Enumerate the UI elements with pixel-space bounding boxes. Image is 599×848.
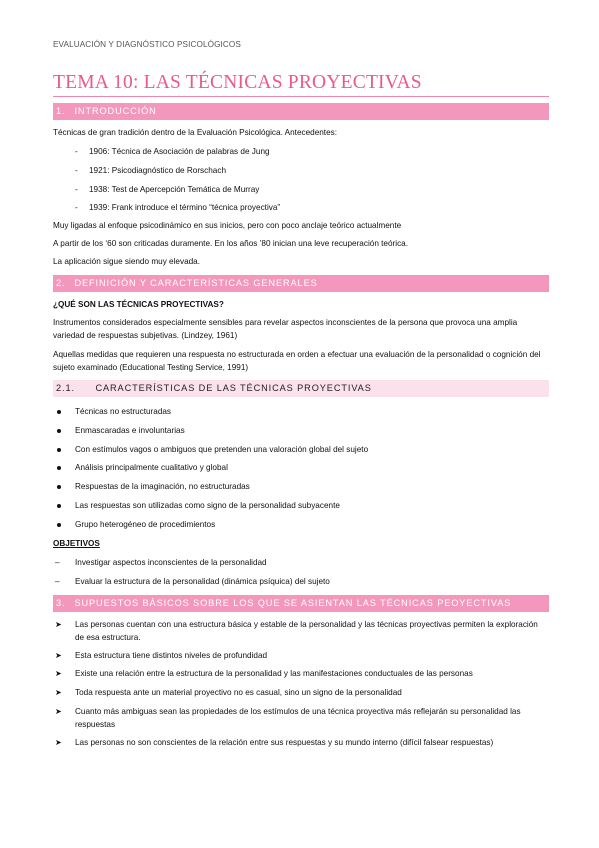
arrow-bullet-icon: ➤ <box>55 669 62 678</box>
section-2-heading <box>53 275 549 292</box>
bullet-item: Enmascaradas e involuntarias <box>75 426 185 435</box>
arrow-bullet-icon: ➤ <box>55 707 62 716</box>
paragraph: A partir de los ‘60 son criticadas duramente. En los años ’80 inician una leve recuperación teórica. <box>53 239 408 248</box>
bullet-dot <box>57 466 61 470</box>
bullet-item: Las respuestas son utilizadas como signo de la personalidad subyacente <box>75 501 340 510</box>
dash-marker: – <box>55 558 60 567</box>
running-header: EVALUACIÓN Y DIAGNÓSTICO PSICOLÓGICOS <box>53 40 241 49</box>
subsection-2-1-heading <box>53 380 549 397</box>
bullet-dot <box>57 523 61 527</box>
assumption-item: Las personas cuentan con una estructura básica y estable de la personalidad y las técnicas proyectivas permiten la exploración de esa estructura. <box>75 620 538 642</box>
bullet-dot <box>57 410 61 414</box>
dash-marker: – <box>55 577 60 586</box>
assumption-item: Cuanto más ambiguas sean las propiedades de los estímulos de una técnica proyectiva más reflejarán su personalidad las respuestas <box>75 707 521 729</box>
assumption-item: Existe una relación entre la estructura de la personalidad y las manifestaciones conductuales de las personas <box>75 669 473 678</box>
assumption-item: Toda respuesta ante un material proyectivo no es casual, sino un signo de la personalidad <box>75 688 402 697</box>
section-3-heading <box>53 595 549 612</box>
paragraph: La aplicación sigue siendo muy elevada. <box>53 257 201 266</box>
question-heading: ¿QUÉ SON LAS TÉCNICAS PROYECTIVAS? <box>53 300 224 309</box>
objective-item: Evaluar la estructura de la personalidad (dinámica psíquica) del sujeto <box>75 577 330 586</box>
definition-paragraph: Instrumentos considerados especialmente sensibles para revelar aspectos inconscientes de la persona que provoca una amplia variedad de respuestas subjetivas. (Lindzey, 1961) <box>53 318 518 340</box>
list-item: 1939: Frank introduce el término “técnica proyectiva” <box>89 203 281 212</box>
bullet-item: Técnicas no estructuradas <box>75 407 172 416</box>
section-3-title: SUPUESTOS BÁSICOS SOBRE LOS QUE SE ASIENTAN LAS TÉCNICAS PEOYECTIVAS <box>74 598 512 608</box>
section-1-title: INTRODUCCIÓN <box>74 106 157 116</box>
title-rule <box>53 96 549 97</box>
section-2-title: DEFINICIÓN Y CARACTERÍSTICAS GENERALES <box>74 278 318 288</box>
list-item: 1938: Test de Apercepción Temática de Murray <box>89 185 260 194</box>
section-2-number: 2. <box>56 278 66 288</box>
objective-item: Investigar aspectos inconscientes de la personalidad <box>75 558 267 567</box>
bullet-item: Grupo heterogéneo de procedimientos <box>75 520 216 529</box>
subsection-title: CARACTERÍSTICAS DE LAS TÉCNICAS PROYECTIVAS <box>95 383 372 393</box>
assumption-item: Esta estructura tiene distintos niveles de profundidad <box>75 651 268 660</box>
list-item: 1921: Psicodiagnóstico de Rorschach <box>89 166 226 175</box>
intro-text: Técnicas de gran tradición dentro de la Evaluación Psicológica. Antecedentes: <box>53 128 338 137</box>
section-1-number: 1. <box>56 106 66 116</box>
bullet-dot <box>57 448 61 452</box>
definition-paragraph: Aquellas medidas que requieren una respuesta no estructurada en orden a efectuar una evaluación de la personalidad o cognición del sujeto examinado (Educational Testing Service, 1991) <box>53 350 541 372</box>
dash-marker: - <box>75 147 78 156</box>
list-item: 1906: Técnica de Asociación de palabras de Jung <box>89 147 270 156</box>
assumption-item: Las personas no son conscientes de la relación entre sus respuestas y su mundo interno (difícil falsear respuestas) <box>75 738 494 747</box>
bullet-dot <box>57 485 61 489</box>
dash-marker: - <box>75 185 78 194</box>
bullet-item: Con estímulos vagos o ambiguos que pretenden una valoración global del sujeto <box>75 445 369 454</box>
paragraph: Muy ligadas al enfoque psicodinámico en sus inicios, pero con poco anclaje teórico actualmente <box>53 221 402 230</box>
bullet-item: Respuestas de la imaginación, no estructuradas <box>75 482 250 491</box>
arrow-bullet-icon: ➤ <box>55 688 62 697</box>
page-title: TEMA 10: LAS TÉCNICAS PROYECTIVAS <box>53 72 422 93</box>
arrow-bullet-icon: ➤ <box>55 738 62 747</box>
bullet-dot <box>57 429 61 433</box>
dash-marker: - <box>75 166 78 175</box>
arrow-bullet-icon: ➤ <box>55 651 62 660</box>
section-1-heading <box>53 103 549 120</box>
subsection-number: 2.1. <box>56 383 75 393</box>
arrow-bullet-icon: ➤ <box>55 620 62 629</box>
bullet-dot <box>57 504 61 508</box>
bullet-item: Análisis principalmente cualitativo y global <box>75 463 228 472</box>
section-3-number: 3. <box>56 598 66 608</box>
objetivos-label: OBJETIVOS <box>53 539 100 548</box>
dash-marker: - <box>75 203 78 212</box>
